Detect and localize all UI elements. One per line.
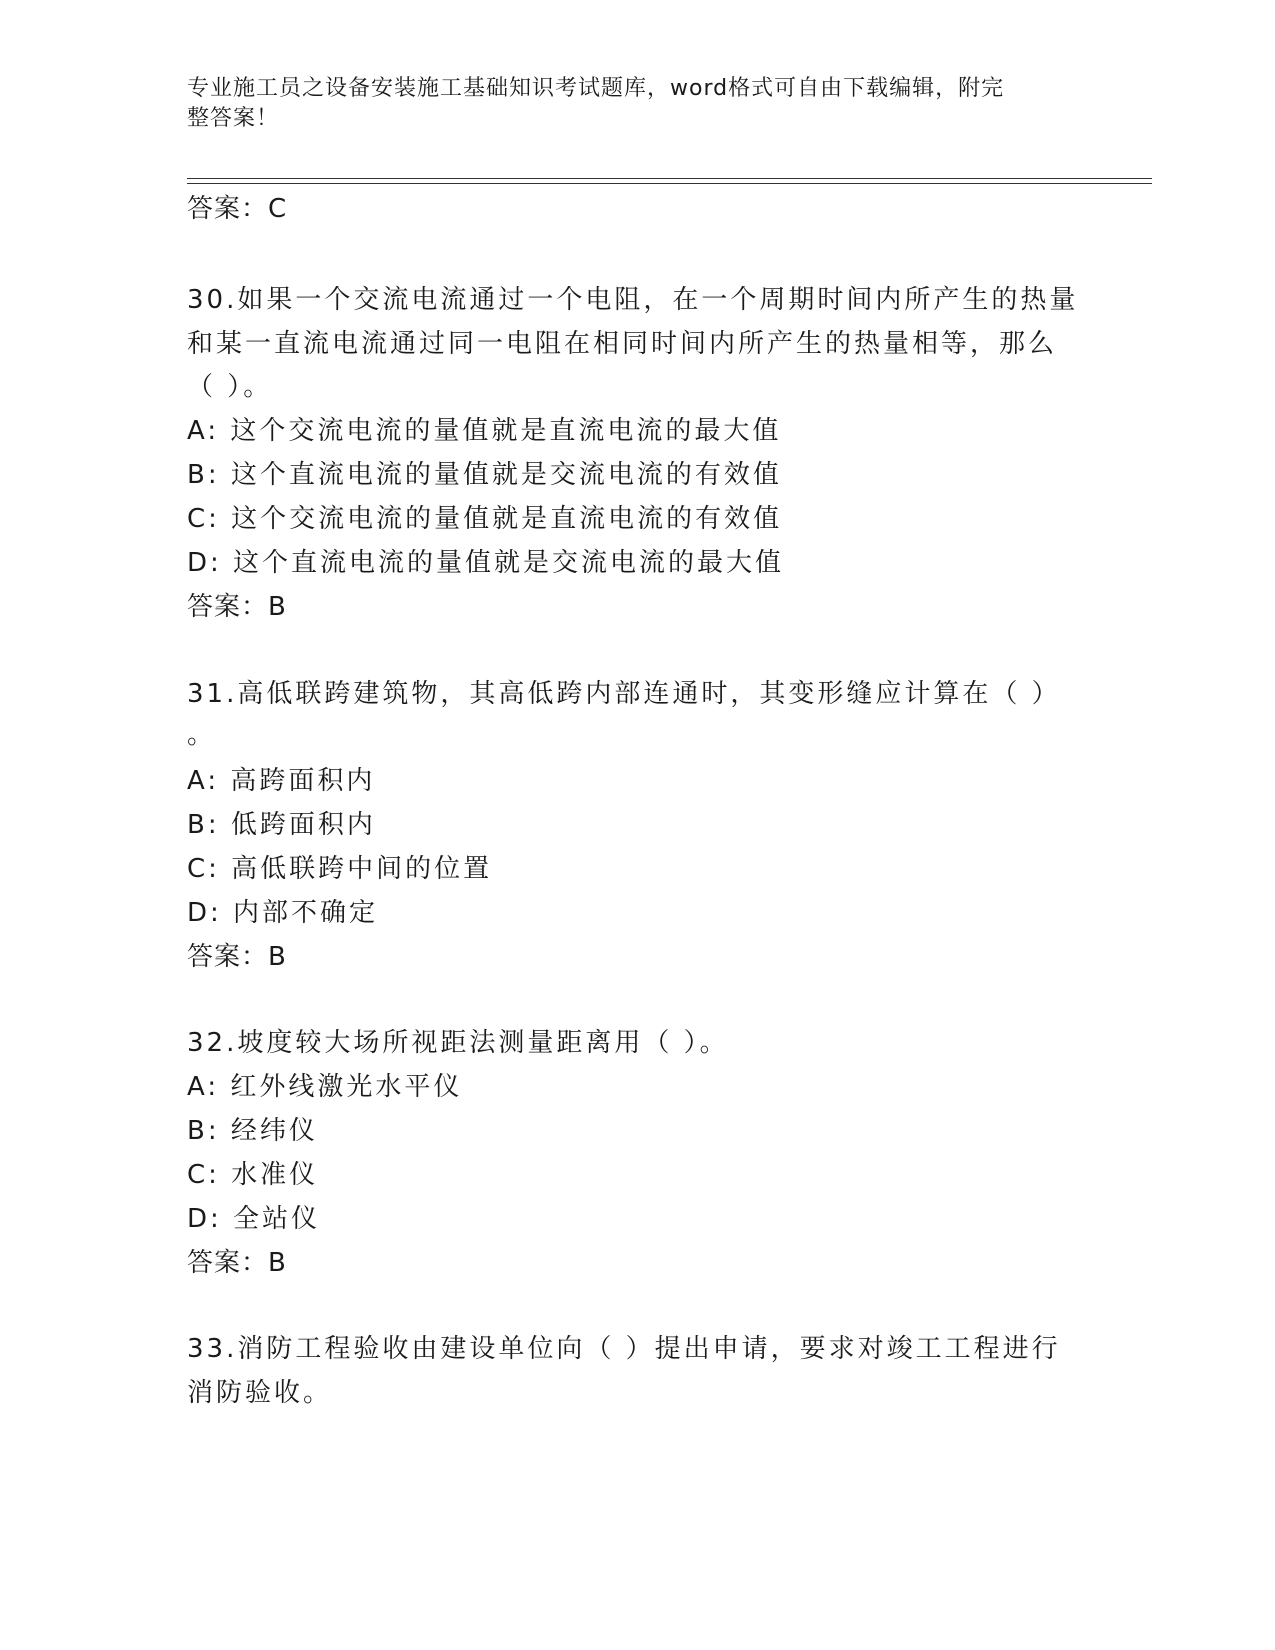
q30-option-a: A: 这个交流电流的量值就是直流电流的最大值: [187, 416, 782, 446]
q31-option-b: B: 低跨面积内: [187, 810, 376, 840]
document-header: [187, 74, 1067, 134]
q33-text-line-2: 消防验收。: [187, 1378, 333, 1408]
q30-text-line-2: 和某一直流电流通过同一电阻在相同时间内所产生的热量相等，那么: [187, 329, 1058, 359]
q31-text-line-2: 。: [187, 720, 217, 750]
q31-option-d: D: 内部不确定: [187, 898, 379, 928]
q32-option-d: D: 全站仪: [187, 1204, 321, 1234]
q30-option-c: C: 这个交流电流的量值就是直流电流的有效值: [187, 504, 783, 534]
q31-answer: 答案：B: [187, 942, 287, 972]
header-rule-bottom: [187, 183, 1152, 184]
q33-text-line-1: 33.消防工程验收由建设单位向（ ）提出申请，要求对竣工工程进行: [187, 1334, 1061, 1364]
q32-answer: 答案：B: [187, 1248, 287, 1278]
q31-text-line-1: 31.高低联跨建筑物，其高低跨内部连通时，其变形缝应计算在（ ）: [187, 679, 1061, 709]
q30-option-b: B: 这个直流电流的量值就是交流电流的有效值: [187, 460, 782, 490]
q30-option-d: D: 这个直流电流的量值就是交流电流的最大值: [187, 548, 785, 578]
header-line-2: 整答案！: [187, 106, 280, 131]
q32-text-line-1: 32.坡度较大场所视距法测量距离用（ ）。: [187, 1028, 729, 1058]
q31-option-c: C: 高低联跨中间的位置: [187, 854, 493, 884]
header-rule-top: [187, 178, 1152, 179]
prev-answer: 答案：C: [187, 194, 288, 224]
q31-option-a: A: 高跨面积内: [187, 766, 376, 796]
q30-text-line-3: （ ）。: [187, 372, 273, 402]
header-line-1: 专业施工员之设备安装施工基础知识考试题库，word格式可自由下载编辑，附完: [187, 76, 1005, 101]
q32-option-b: B: 经纬仪: [187, 1116, 318, 1146]
q30-answer: 答案：B: [187, 592, 287, 622]
q30-text-line-1: 30.如果一个交流电流通过一个电阻，在一个周期时间内所产生的热量: [187, 285, 1079, 315]
q32-option-a: A: 红外线激光水平仪: [187, 1072, 463, 1102]
q32-option-c: C: 水准仪: [187, 1160, 319, 1190]
